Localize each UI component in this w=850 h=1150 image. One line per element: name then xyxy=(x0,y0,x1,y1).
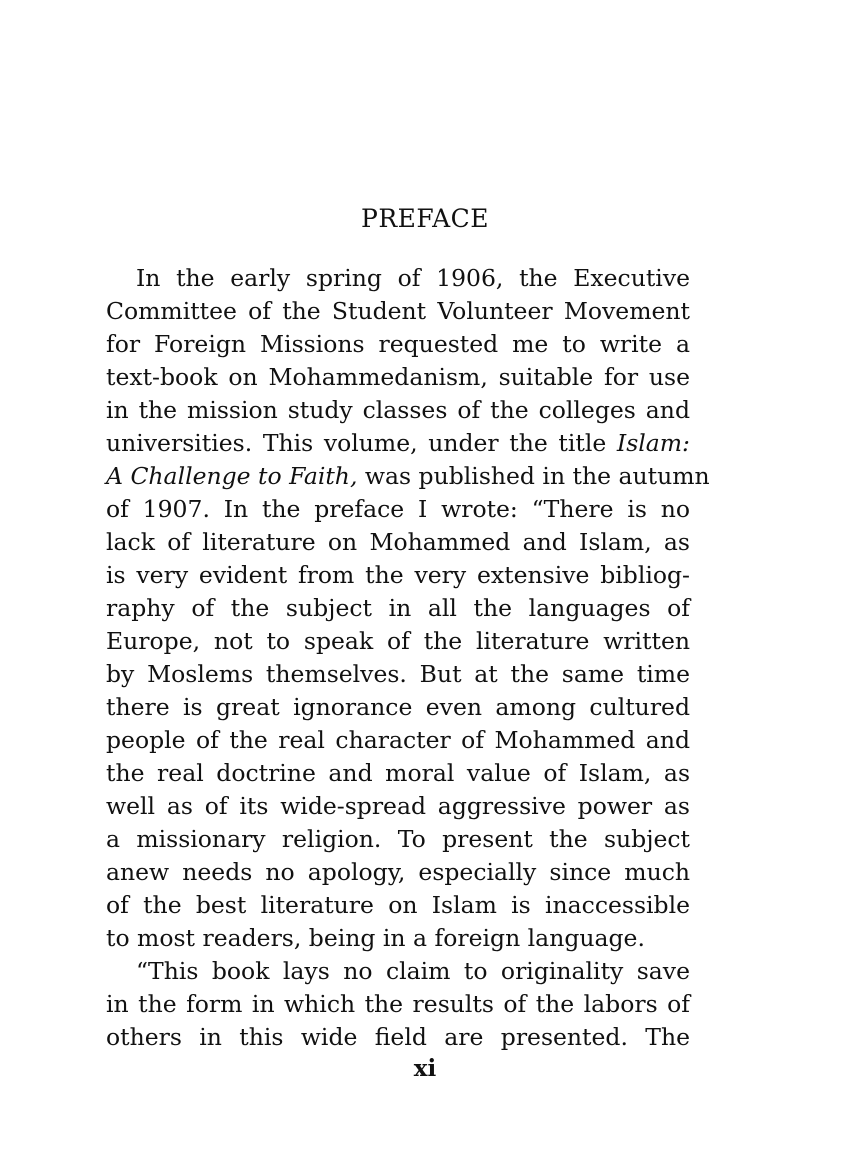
text-line: “This book lays no claim to originality save xyxy=(136,957,690,985)
text-line: there is great ignorance even among cultured xyxy=(106,693,690,721)
text-line: is very evident from the very extensive bibliog- xyxy=(106,561,690,589)
text-line: anew needs no apology, especially since much xyxy=(106,858,690,886)
text-line: of 1907. In the preface I wrote: “There is no xyxy=(106,495,690,523)
text-line: people of the real character of Mohammed and xyxy=(106,726,690,754)
text-line: text-book on Mohammedanism, suitable for use xyxy=(106,363,690,391)
italic-book-title: Islam: xyxy=(616,429,690,457)
text-line: for Foreign Missions requested me to write a xyxy=(106,330,690,358)
text-line: by Moslems themselves. But at the same time xyxy=(106,660,690,688)
page-number: xi xyxy=(413,1055,437,1082)
text-line: of the best literature on Islam is inaccessible xyxy=(106,891,690,919)
italic-book-title-continued: A Challenge to Faith, xyxy=(106,462,358,490)
text-line: lack of literature on Mohammed and Islam, as xyxy=(106,528,690,556)
text-line xyxy=(106,427,690,460)
text-line-segment: was published in the autumn xyxy=(364,462,710,490)
text-line-segment: universities. This volume, under the title xyxy=(106,429,607,457)
text-line: others in this wide field are presented. The xyxy=(106,1023,690,1051)
text-line: a missionary religion. To present the subject xyxy=(106,825,690,853)
page-title: PREFACE xyxy=(361,204,489,233)
text-line: raphy of the subject in all the languages of xyxy=(106,594,690,622)
text-line: in the mission study classes of the colleges and xyxy=(106,396,690,424)
preface-body xyxy=(106,262,710,1054)
text-line: Committee of the Student Volunteer Movement xyxy=(106,297,690,325)
text-line: In the early spring of 1906, the Executive xyxy=(136,264,690,292)
text-line xyxy=(106,460,710,493)
text-line: Europe, not to speak of the literature written xyxy=(106,627,690,655)
text-line: to most readers, being in a foreign language. xyxy=(106,924,645,952)
text-line: in the form in which the results of the labors of xyxy=(106,990,690,1018)
text-line: well as of its wide-spread aggressive power as xyxy=(106,792,690,820)
text-line: the real doctrine and moral value of Islam, as xyxy=(106,759,690,787)
